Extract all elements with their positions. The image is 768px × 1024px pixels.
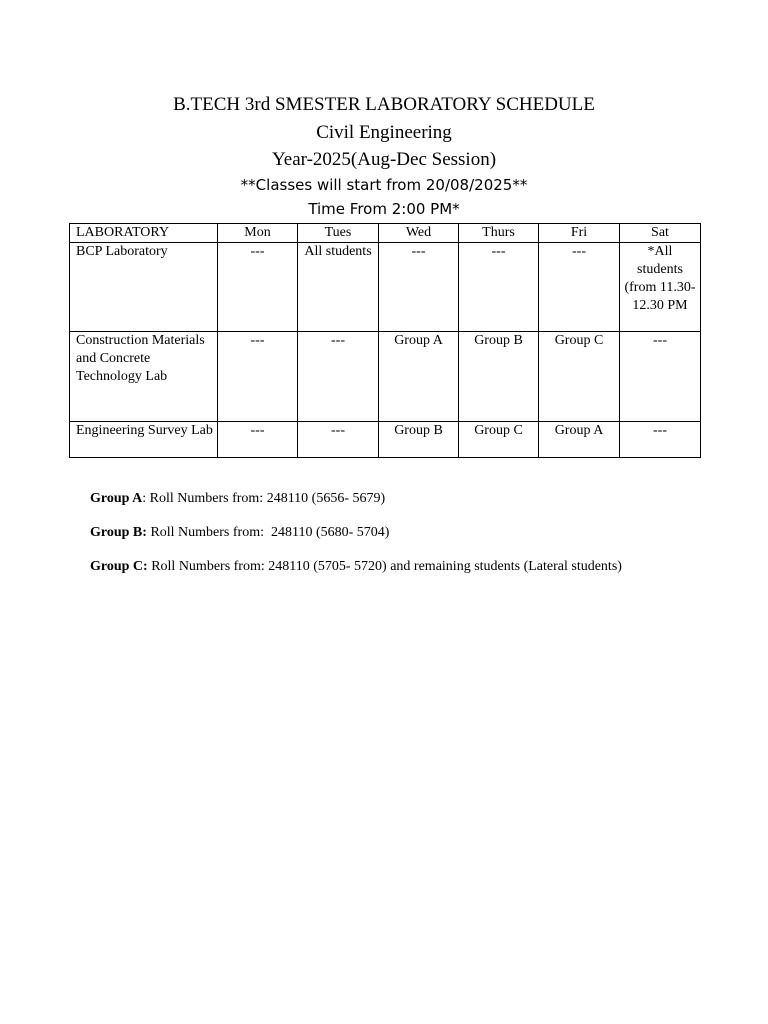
lab-name-cell: Construction Materials and Concrete Technology Lab bbox=[70, 332, 218, 422]
column-header-mon: Mon bbox=[218, 224, 298, 243]
schedule-table bbox=[69, 223, 701, 458]
column-header-thurs: Thurs bbox=[459, 224, 539, 243]
schedule-cell: *All students (from 11.30-12.30 PM bbox=[620, 243, 701, 332]
schedule-cell: --- bbox=[218, 332, 298, 422]
lab-name-cell: Engineering Survey Lab bbox=[70, 422, 218, 458]
page-title: B.TECH 3rd SMESTER LABORATORY SCHEDULE bbox=[173, 94, 595, 115]
column-header-laboratory: LABORATORY bbox=[70, 224, 218, 243]
table-header-row bbox=[70, 224, 701, 243]
schedule-cell: --- bbox=[459, 243, 539, 332]
session-heading: Year-2025(Aug-Dec Session) bbox=[271, 149, 497, 170]
table-row bbox=[70, 422, 701, 458]
group-c-roll-numbers: Roll Numbers from: 248110 (5705- 5720) and remaining students (Lateral students) bbox=[151, 559, 622, 574]
start-date-note: **Classes will start from 20/08/2025** bbox=[240, 176, 528, 194]
schedule-cell: Group A bbox=[539, 422, 620, 458]
schedule-cell: Group B bbox=[379, 422, 459, 458]
schedule-cell: --- bbox=[539, 243, 620, 332]
schedule-cell: All students bbox=[298, 243, 379, 332]
column-header-wed: Wed bbox=[379, 224, 459, 243]
group-a-legend bbox=[90, 490, 385, 508]
schedule-cell: --- bbox=[298, 332, 379, 422]
schedule-cell: Group B bbox=[459, 332, 539, 422]
schedule-cell: --- bbox=[218, 422, 298, 458]
group-c-legend bbox=[90, 558, 622, 576]
group-a-separator: : bbox=[142, 491, 150, 506]
group-a-label: Group A bbox=[90, 491, 143, 506]
schedule-cell: --- bbox=[620, 422, 701, 458]
schedule-cell: --- bbox=[218, 243, 298, 332]
group-a-roll-numbers: Roll Numbers from: 248110 (5656- 5679) bbox=[149, 491, 386, 506]
lab-name-cell: BCP Laboratory bbox=[70, 243, 218, 332]
schedule-cell: --- bbox=[620, 332, 701, 422]
department-heading: Civil Engineering bbox=[316, 122, 452, 143]
schedule-cell: --- bbox=[379, 243, 459, 332]
time-note: Time From 2:00 PM* bbox=[308, 200, 460, 218]
column-header-tues: Tues bbox=[298, 224, 379, 243]
column-header-fri: Fri bbox=[539, 224, 620, 243]
schedule-cell: Group A bbox=[379, 332, 459, 422]
group-b-label: Group B: bbox=[90, 525, 147, 540]
group-b-legend bbox=[90, 524, 389, 542]
schedule-cell: Group C bbox=[539, 332, 620, 422]
group-b-roll-numbers: Roll Numbers from: 248110 (5680- 5704) bbox=[150, 525, 390, 540]
schedule-cell: Group C bbox=[459, 422, 539, 458]
table-row bbox=[70, 243, 701, 332]
column-header-sat: Sat bbox=[620, 224, 701, 243]
table-row bbox=[70, 332, 701, 422]
schedule-cell: --- bbox=[298, 422, 379, 458]
group-c-label: Group C: bbox=[90, 559, 148, 574]
